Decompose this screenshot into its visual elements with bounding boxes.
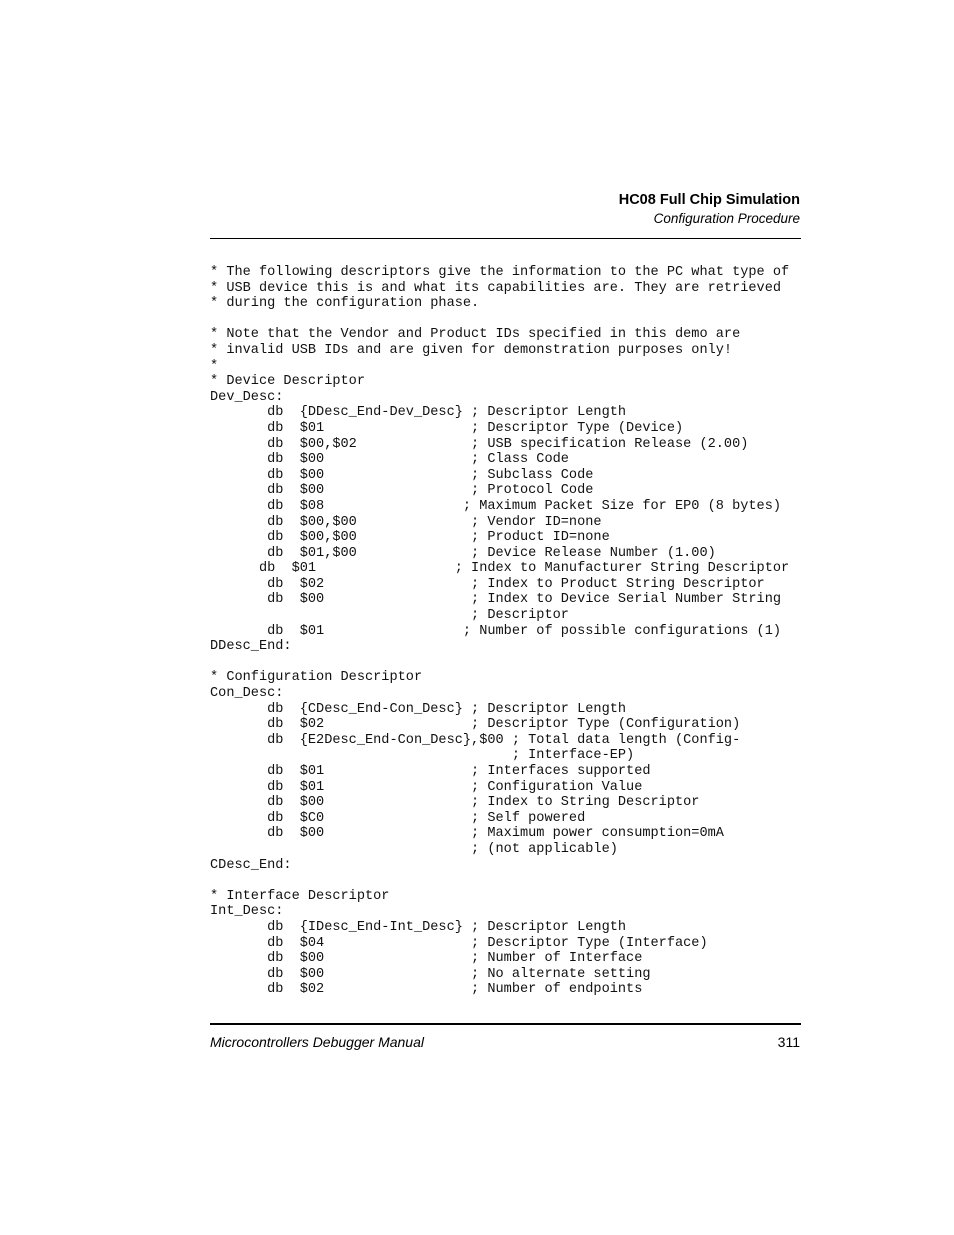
code-line: * Device Descriptor	[210, 374, 365, 390]
header-divider	[210, 238, 801, 239]
code-line: * The following descriptors give the information to the PC what type of	[210, 265, 790, 280]
code-line: * Configuration Descriptor	[210, 670, 423, 686]
code-line	[210, 655, 810, 671]
code-line: ; Interface-EP)	[210, 748, 635, 764]
code-line: db $01 ; Configuration Value	[210, 779, 643, 795]
code-line: db $01 ; Number of possible configurations (1)	[210, 623, 782, 639]
code-line: * USB device this is and what its capabilities are. They are retrieved	[210, 280, 782, 296]
code-line: Dev_Desc:	[210, 389, 284, 405]
code-line: db {CDesc_End-Con_Desc} ; Descriptor Length	[210, 701, 627, 717]
code-line: db $00 ; Maximum power consumption=0mA	[210, 826, 724, 842]
code-line: db $02 ; Number of endpoints	[210, 982, 643, 998]
code-line	[210, 312, 810, 328]
code-line: db $01 ; Descriptor Type (Device)	[210, 420, 684, 436]
code-line: * Interface Descriptor	[210, 888, 390, 904]
code-line: CDesc_End:	[210, 857, 292, 873]
code-line: db $08 ; Maximum Packet Size for EP0 (8 bytes)	[210, 498, 782, 514]
code-line: db $01,$00 ; Device Release Number (1.00)	[210, 545, 716, 561]
code-line: ; Descriptor	[210, 608, 569, 624]
code-line: * Note that the Vendor and Product IDs specified in this demo are	[210, 327, 741, 343]
code-line: db $00 ; Number of Interface	[210, 951, 643, 967]
code-line: db $02 ; Descriptor Type (Configuration)	[210, 717, 741, 733]
running-header	[619, 190, 800, 228]
code-line: db $00 ; Index to Device Serial Number String	[210, 592, 782, 608]
code-line: *	[210, 358, 219, 374]
code-line: db $00,$00 ; Vendor ID=none	[210, 514, 602, 530]
code-line: db $00 ; Protocol Code	[210, 483, 594, 499]
code-line: DDesc_End:	[210, 639, 292, 655]
code-line: db $00 ; No alternate setting	[210, 966, 651, 982]
code-line: db $04 ; Descriptor Type (Interface)	[210, 935, 708, 951]
code-line: db {DDesc_End-Dev_Desc} ; Descriptor Length	[210, 405, 627, 421]
code-line: * during the configuration phase.	[210, 296, 480, 312]
chapter-title: HC08 Full Chip Simulation	[618, 192, 800, 208]
code-line: db $01 ; Interfaces supported	[210, 764, 651, 779]
code-line: db $00 ; Index to String Descriptor	[210, 795, 700, 811]
code-line: db $00,$02 ; USB specification Release (2.00)	[210, 436, 749, 452]
code-line: * invalid USB IDs and are given for demonstration purposes only!	[210, 342, 733, 358]
code-line: db $01 ; Index to Manufacturer String Descriptor	[210, 561, 790, 577]
page-number: 311	[777, 1034, 800, 1050]
code-line: db {E2Desc_End-Con_Desc},$00 ; Total data length (Config-	[210, 732, 741, 748]
code-line: db $00 ; Class Code	[210, 452, 569, 468]
manual-title: Microcontrollers Debugger Manual	[210, 1034, 424, 1050]
code-line: Con_Desc:	[210, 686, 284, 702]
code-line: Int_Desc:	[210, 904, 284, 920]
code-line: ; (not applicable)	[210, 841, 618, 857]
code-line	[210, 873, 810, 889]
code-line: db $C0 ; Self powered	[210, 810, 586, 826]
code-line: db {IDesc_End-Int_Desc} ; Descriptor Length	[210, 919, 627, 935]
code-line: db $00 ; Subclass Code	[210, 467, 594, 483]
section-title: Configuration Procedure	[653, 211, 800, 226]
code-line: db $02 ; Index to Product String Descriptor	[210, 576, 765, 592]
footer-divider	[210, 1023, 801, 1025]
code-line: db $00,$00 ; Product ID=none	[210, 530, 610, 546]
assembly-code-listing	[210, 265, 810, 998]
